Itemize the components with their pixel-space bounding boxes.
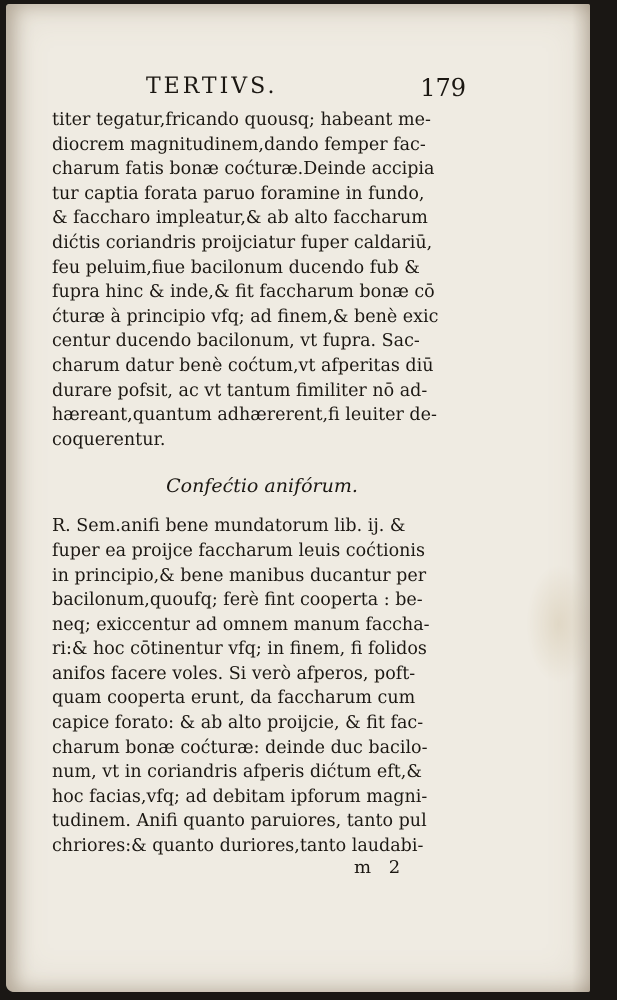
book-page [6, 4, 590, 992]
text-line: coquerentur. [52, 429, 166, 450]
text-line: diocrem magnitudinem,dando femper fac- [52, 134, 426, 155]
text-line: num, vt in coriandris afperis dićtum eft,& [52, 762, 422, 783]
text-line: R. Sem.anifi bene mundatorum lib. ij. & [52, 516, 406, 537]
paragraph-2 [52, 514, 472, 858]
text-line: fuper ea proijce faccharum leuis coćtionis [52, 540, 425, 561]
text-line: hoc facias,vfq; ad debitam ipforum magni- [52, 786, 428, 807]
text-line: tur captia forata paruo foramine in fundo, [52, 183, 425, 204]
text-line: feu peluim,fiue bacilonum ducendo fub & [52, 257, 420, 278]
text-line: durare pofsit, ac vt tantum fimiliter nō ad- [52, 380, 428, 401]
paper-stain [526, 564, 591, 684]
text-line: fupra hinc & inde,& fit faccharum bonæ cō [52, 282, 435, 303]
text-line: charum datur benè cоćtum,vt afperitas diū [52, 355, 434, 376]
body-text [52, 108, 472, 859]
text-line: ri:& hoc cōtinentur vfq; in finem, fi folidos [52, 639, 427, 660]
section-heading: Confećtio anifórum. [166, 475, 358, 498]
text-line: anifos facere voles. Si verò afperos, poft- [52, 663, 416, 684]
text-line: quam cooperta erunt, da faccharum cum [52, 688, 416, 709]
text-line: titer tegatur,fricando quousq; habeant me- [52, 110, 431, 130]
page-header [146, 74, 466, 104]
text-line: ćturæ à principio vfq; ad finem,& benè exic [52, 306, 439, 327]
text-line: & faccharo impleatur,& ab alto faccharum [52, 208, 428, 229]
page-number: 179 [420, 74, 466, 102]
catchword: m 2 [354, 857, 407, 878]
text-line: chriores:& quanto duriores,tanto laudabi- [52, 836, 424, 857]
text-line: dićtis coriandris proijciatur fuper caldariū, [52, 232, 433, 253]
text-line: bacilonum,quoufq; ferè fint cooperta : be- [52, 590, 423, 611]
text-line: charum fatis bonæ coćturæ.Deinde accipia [52, 159, 435, 180]
text-line: neq; exiccentur ad omnem manum faccha- [52, 614, 430, 635]
text-line: tudinem. Anifi quanto paruiores, tanto pul [52, 811, 427, 832]
running-head: TERTIVS. [146, 74, 278, 99]
text-line: capice forato: & ab alto proijcie, & fit fac- [52, 713, 424, 734]
text-line: hæreant,quantum adhærerent,fi leuiter de- [52, 405, 437, 426]
text-line: centur ducendo bacilonum, vt fupra. Sac- [52, 331, 420, 352]
text-line: in principio,& bene manibus ducantur per [52, 565, 427, 586]
paragraph-1 [52, 108, 472, 452]
text-line: charum bonæ coćturæ: deinde duc bacilo- [52, 737, 428, 758]
